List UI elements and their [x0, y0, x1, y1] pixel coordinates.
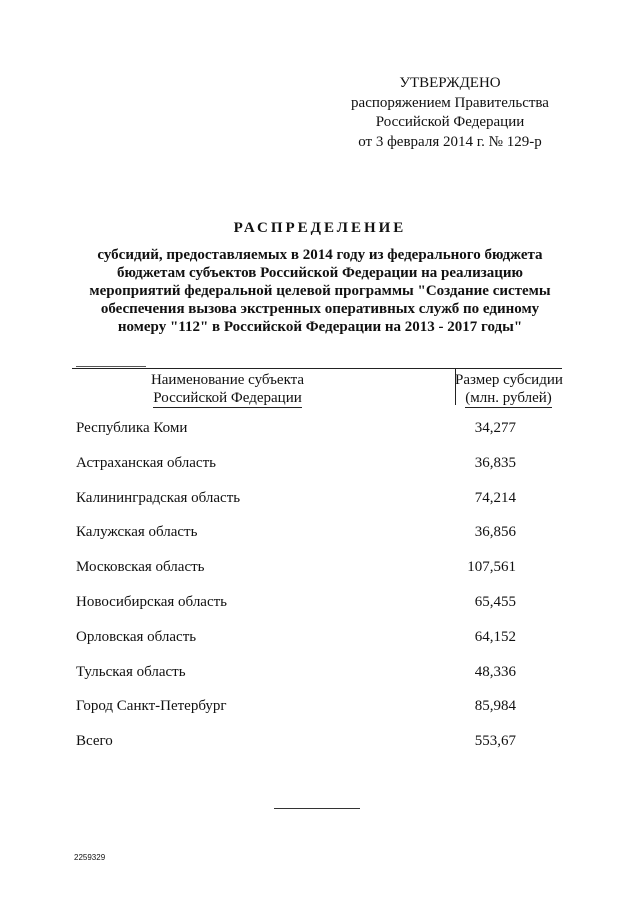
row-amount: 65,455	[474, 593, 516, 610]
subtitle-line: обеспечения вызова экстренных оперативных служб по единому	[100, 301, 540, 317]
row-subject: Город Санкт-Петербург	[76, 698, 227, 715]
row-subject: Новосибирская область	[76, 593, 228, 610]
document-title: РАСПРЕДЕЛЕНИЕ	[233, 220, 407, 236]
row-subject: Орловская область	[76, 628, 197, 645]
row-subject: Калужская область	[76, 524, 198, 541]
row-amount: 34,277	[474, 420, 516, 436]
table-row	[76, 455, 516, 490]
row-amount: 36,856	[474, 524, 516, 541]
row-subject: Тульская область	[76, 663, 186, 680]
row-amount: 48,336	[474, 663, 516, 680]
approval-title: УТВЕРЖДЕНО	[399, 75, 501, 91]
approval-line-date: от 3 февраля 2014 г. № 129-р	[358, 133, 542, 150]
header-subject-name	[72, 371, 383, 408]
table-row	[76, 664, 516, 699]
approval-block	[330, 74, 570, 152]
row-subject: Астраханская область	[76, 454, 216, 471]
table-row	[76, 698, 516, 733]
table-row	[76, 420, 516, 455]
row-amount: 85,984	[474, 698, 516, 715]
table-row	[76, 594, 516, 629]
row-amount: 64,152	[474, 628, 516, 645]
approval-line-federation: Российской Федерации	[375, 114, 525, 130]
table-body	[76, 420, 516, 768]
table-row	[76, 524, 516, 559]
subtitle-line: номеру "112" в Российской Федерации на 2013 - 2017 годы"	[117, 319, 523, 335]
header-amount-line1: Размер субсидии	[455, 372, 563, 388]
table-row	[76, 490, 516, 525]
header-amount-line2: (млн. рублей)	[465, 390, 552, 406]
total-amount: 553,67	[474, 733, 516, 750]
header-subject-line2: Российской Федерации	[153, 390, 302, 406]
table-row	[76, 629, 516, 664]
table-header	[72, 368, 562, 405]
subtitle-line: субсидий, предоставляемых в 2014 году из федерального бюджета	[97, 247, 543, 263]
row-subject: Московская область	[76, 559, 205, 576]
table-top-rule-stub	[76, 366, 146, 367]
document-number: 2259329	[74, 853, 106, 862]
total-label: Всего	[76, 733, 113, 750]
document-subtitle	[60, 246, 580, 336]
row-subject: Республика Коми	[76, 420, 188, 436]
row-subject: Калининградская область	[76, 489, 241, 506]
subtitle-line: мероприятий федеральной целевой программы "Создание системы	[89, 283, 551, 299]
header-subsidy-amount	[455, 371, 562, 408]
row-amount: 36,835	[474, 454, 516, 471]
table-row	[76, 559, 516, 594]
table-row-total	[76, 733, 516, 768]
row-amount: 107,561	[467, 559, 516, 576]
header-subject-line1: Наименование субъекта	[150, 372, 305, 388]
subtitle-line: бюджетам субъектов Российской Федерации на реализацию	[117, 265, 523, 281]
row-amount: 74,214	[474, 489, 516, 506]
approval-line-order: распоряжением Правительства	[351, 94, 549, 111]
closing-rule	[274, 808, 360, 809]
